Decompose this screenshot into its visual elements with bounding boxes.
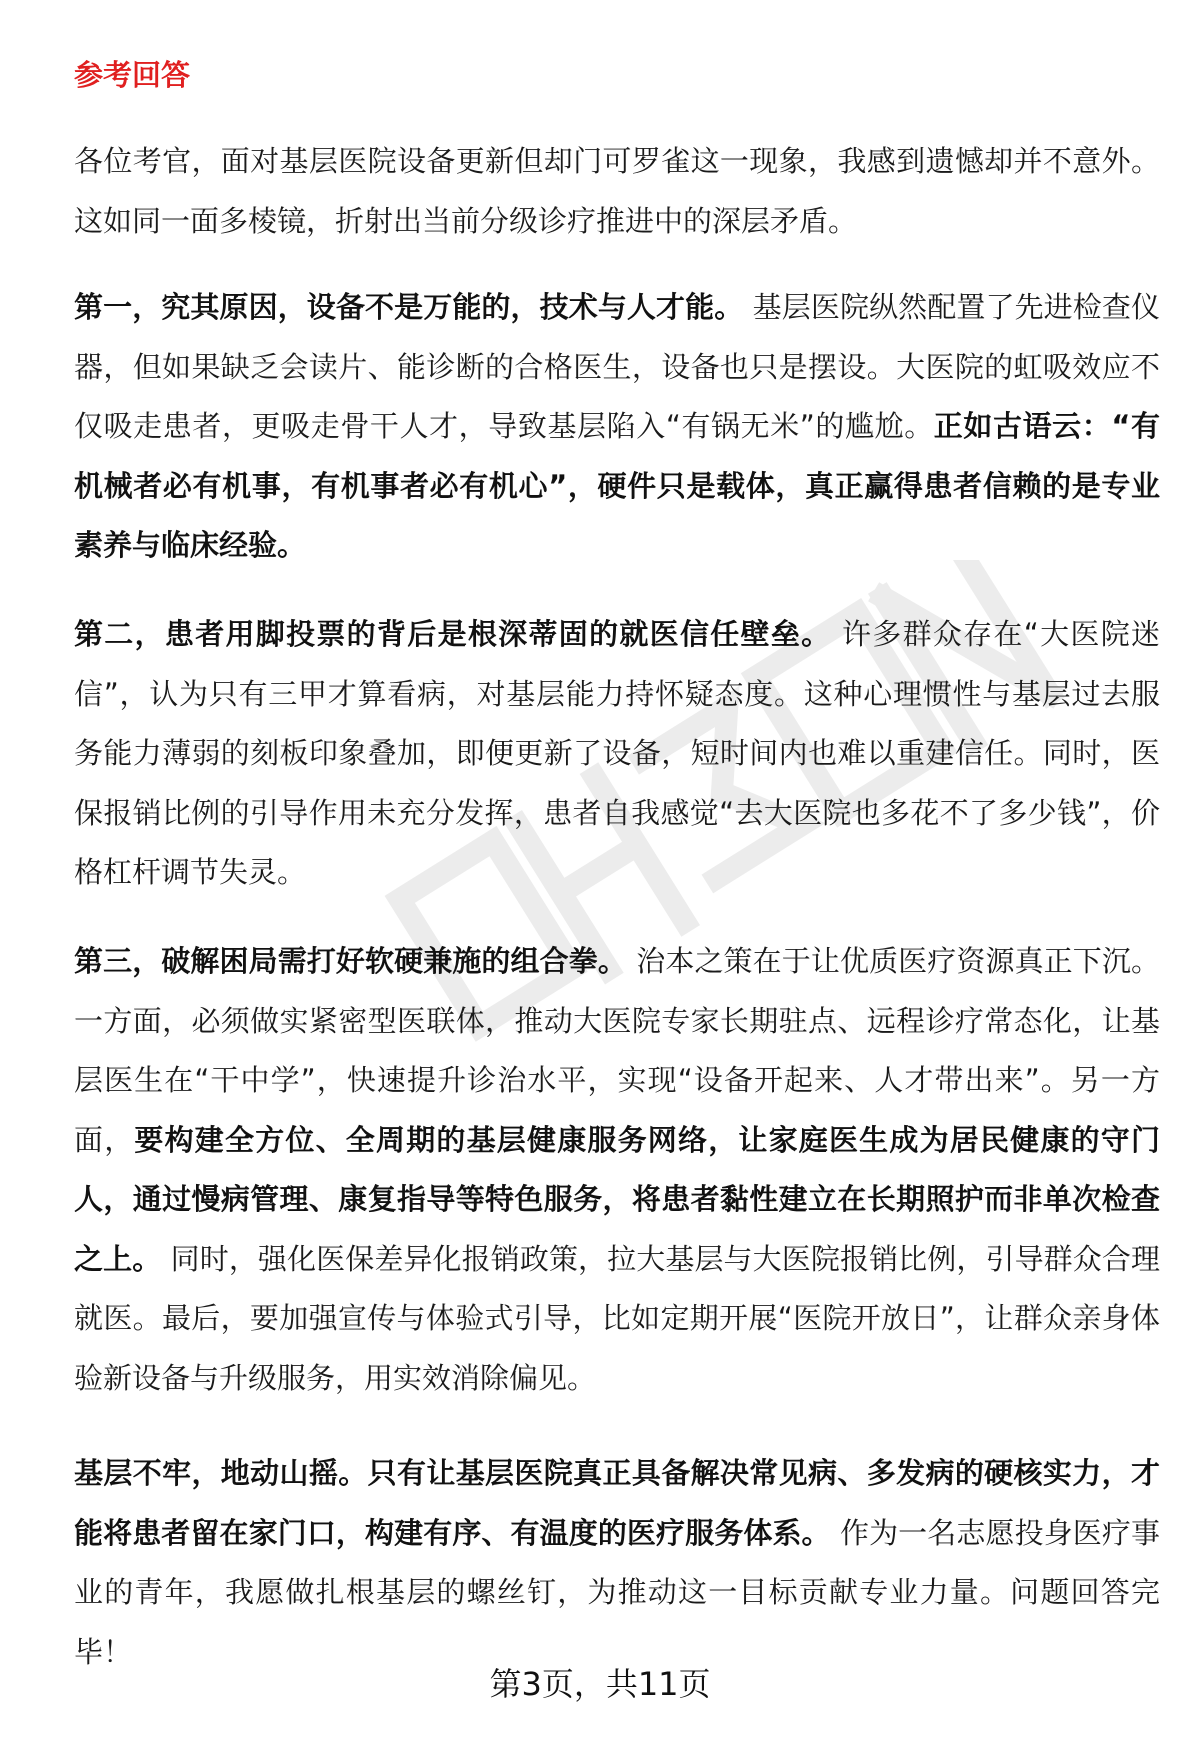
bold-text-segment: 第三，破解困局需打好软硬兼施的组合拳。: [74, 944, 627, 978]
text-segment: 治本之策在于让优质医疗资源真正下沉。一方面，必须做实紧密型医联体，推动大医院专家长期驻点、远程诊疗常态化，让基层医生在“干中学”，快速提升诊治水平，实现“设备开起来、人才带出来”。另一方面，: [74, 944, 1160, 1157]
paragraph-intro: [74, 132, 1160, 251]
bold-text-segment: 基层不牢，地动山摇。只有让基层医院真正具备解决常见病、多发病的硬核实力，才能将患者留在家门口，构建有序、有温度的医疗服务体系。: [74, 1456, 1160, 1550]
bold-text-segment: 要构建全方位、全周期的基层健康服务网络，让家庭医生成为居民健康的守门人，通过慢病管理、康复指导等特色服务，将患者黏性建立在长期照护而非单次检查之上。: [74, 1122, 1160, 1276]
text-segment: 同时，强化医保差异化报销政策，拉大基层与大医院报销比例，引导群众合理就医。最后，要加强宣传与体验式引导，比如定期开展“医院开放日”，让群众亲身体验新设备与升级服务，用实效消除偏见。: [74, 1241, 1160, 1395]
text-segment: 作为一名志愿投身医疗事业的青年，我愿做扎根基层的螺丝钉，为推动这一目标贡献专业力量。问题回答完毕！: [74, 1515, 1160, 1669]
page-number: 第3页，共11页: [489, 1665, 711, 1703]
paragraph-point-three: [74, 932, 1160, 1408]
text-segment: 基层医院纵然配置了先进检查仪器，但如果缺乏会读片、能诊断的合格医生，设备也只是摆设。大医院的虹吸效应不仅吸走患者，更吸走骨干人才，导致基层陷入“有锅无米”的尴尬。: [74, 290, 1160, 443]
bold-text-segment: 正如古语云：“有机械者必有机事，有机事者必有机心”，硬件只是载体，真正赢得患者信赖的是专业素养与临床经验。: [74, 409, 1160, 562]
bold-text-segment: 第一，究其原因，设备不是万能的，技术与人才能。: [74, 290, 744, 324]
bold-text-segment: 第二，患者用脚投票的背后是根深蒂固的就医信任壁垒。: [74, 617, 832, 651]
text-segment: 各位考官，面对基层医院设备更新但却门可罗雀这一现象，我感到遗憾却并不意外。这如同一面多棱镜，折射出当前分级诊疗推进中的深层矛盾。: [74, 144, 1160, 238]
text-segment: 许多群众存在“大医院迷信”，认为只有三甲才算看病，对基层能力持怀疑态度。这种心理惯性与基层过去服务能力薄弱的刻板印象叠加，即便更新了设备，短时间内也难以重建信任。同时，医保报销比例的引导作用未充分发挥，患者自我感觉“去大医院也多花不了多少钱”，价格杠杆调节失灵。: [74, 617, 1160, 889]
paragraph-point-one: [74, 278, 1160, 576]
document-page: [74, 0, 1160, 1755]
section-heading: 参考回答: [74, 58, 191, 92]
paragraph-conclusion: [74, 1444, 1160, 1682]
paragraph-point-two: [74, 605, 1160, 903]
